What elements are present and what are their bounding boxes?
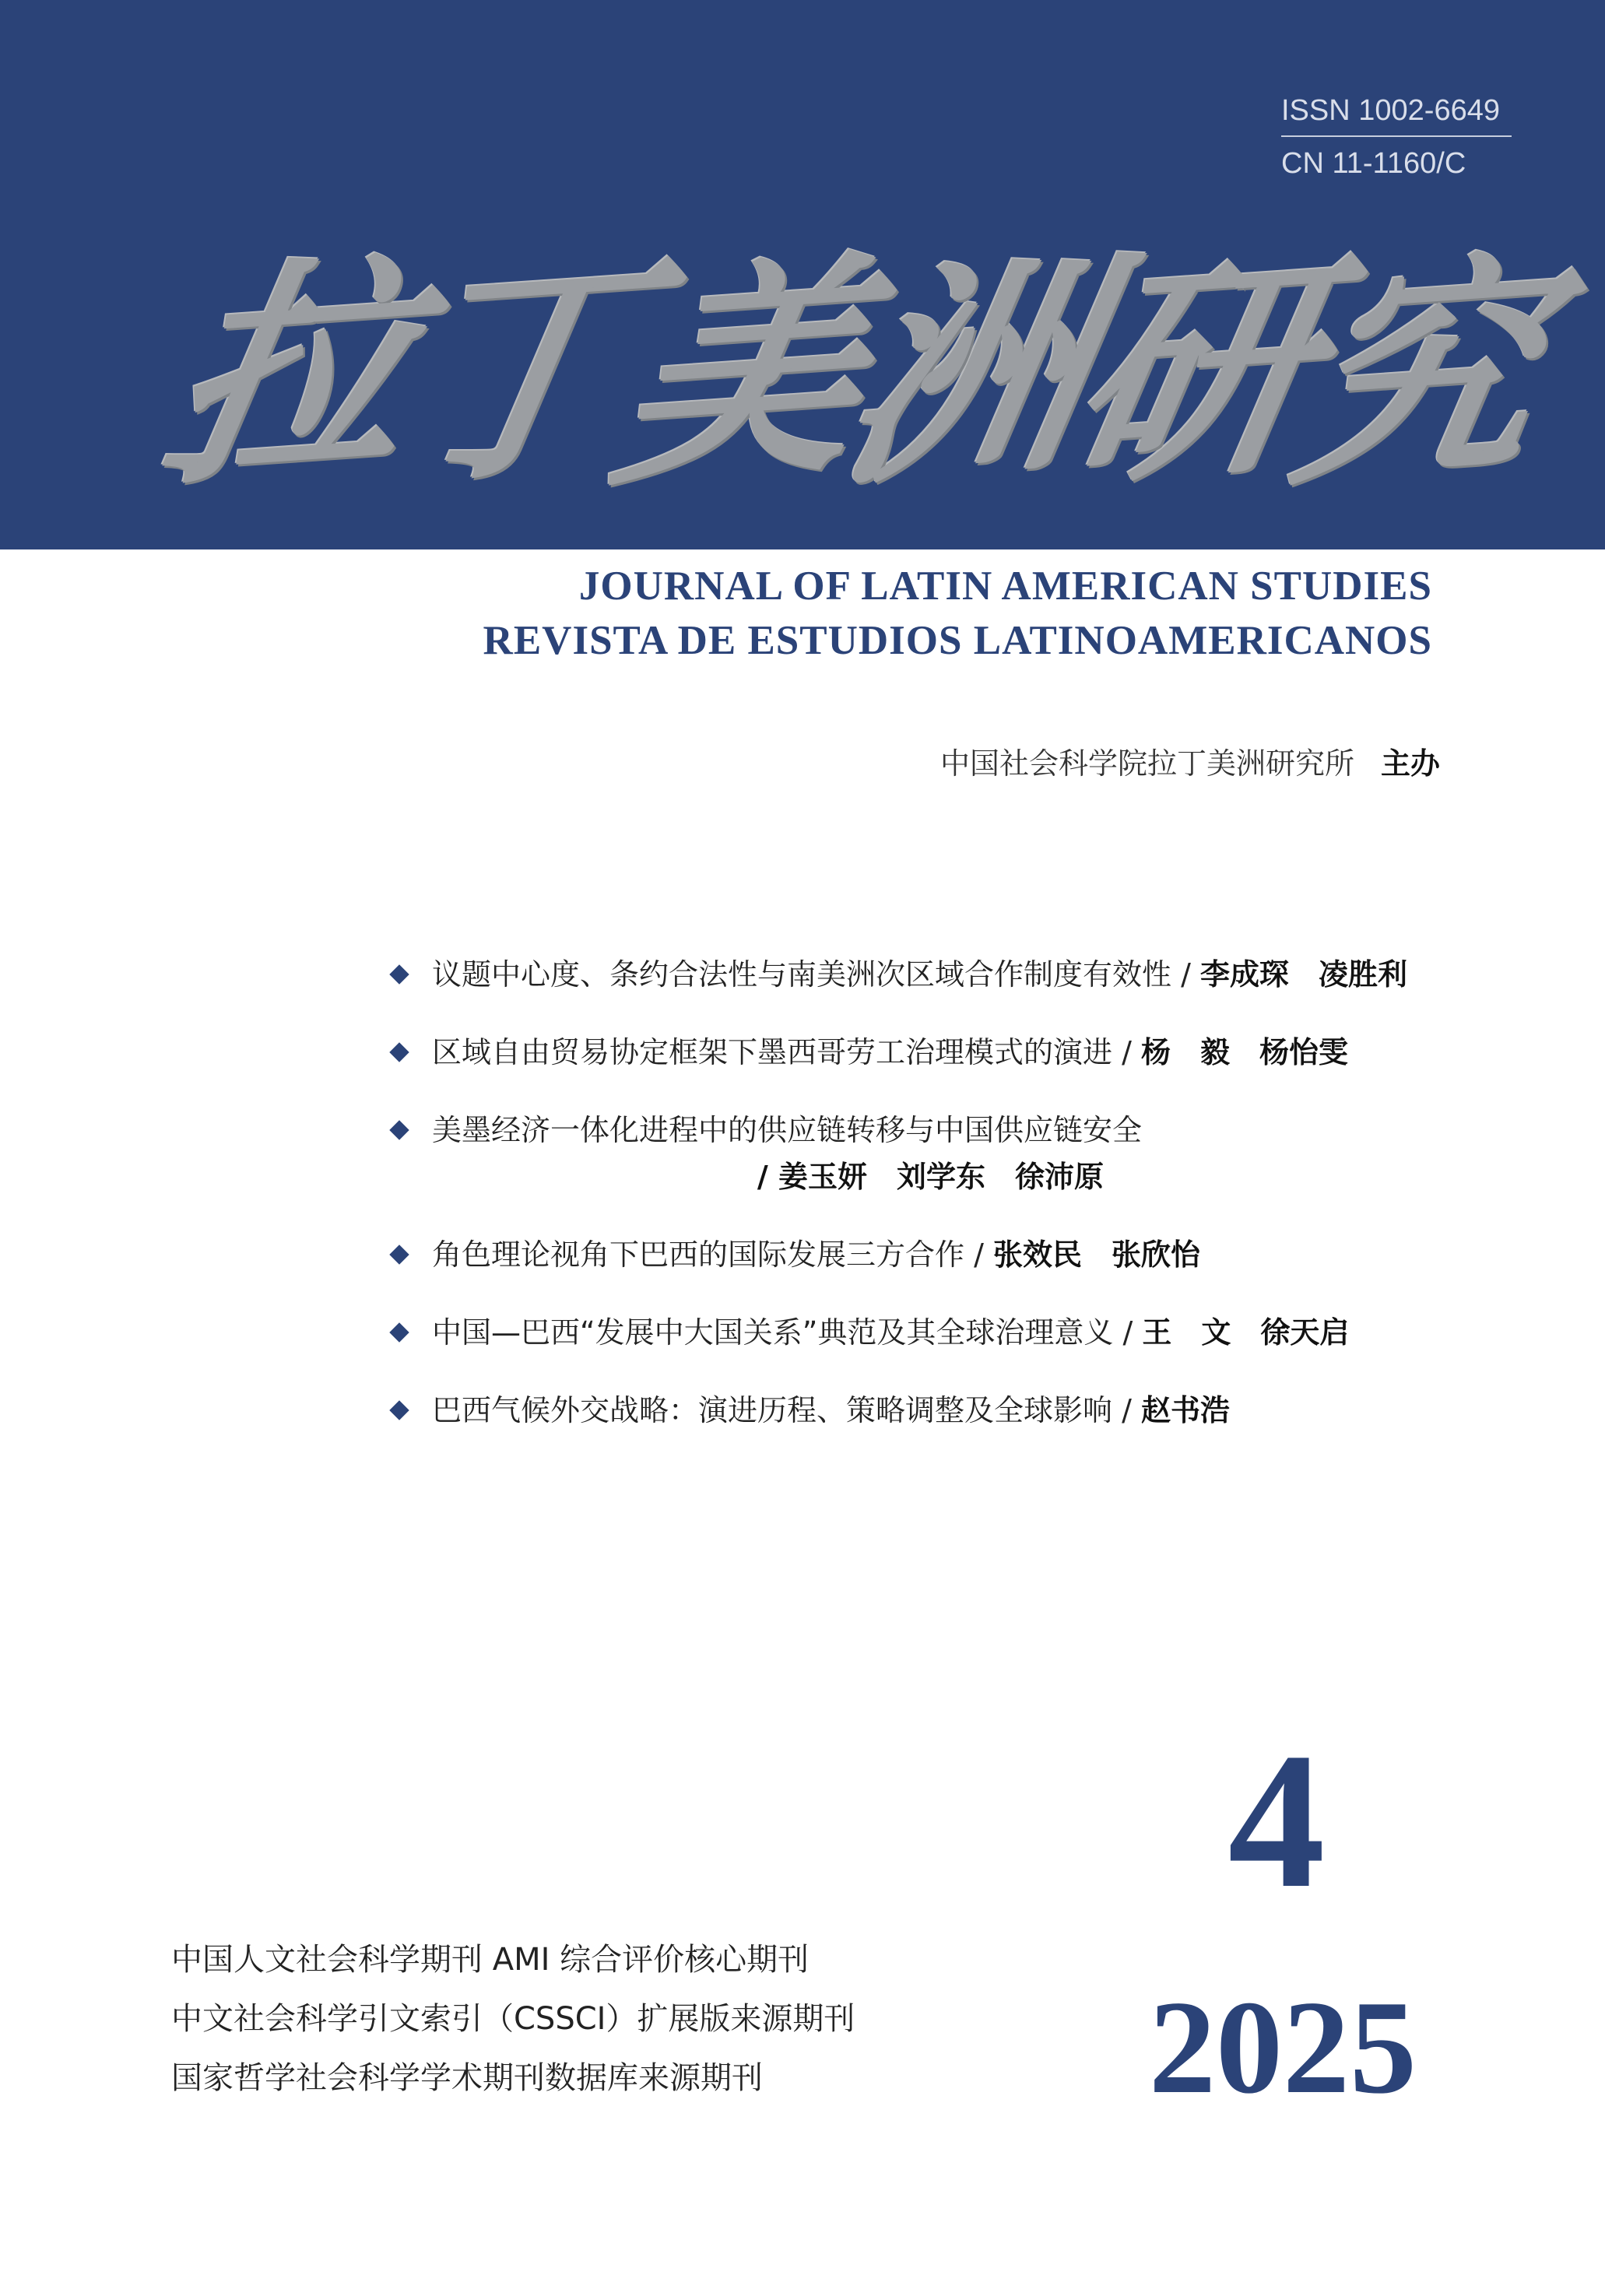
cn-number: CN 11-1160/C (1281, 147, 1466, 180)
toc-item (389, 1392, 1526, 1429)
issn-number: ISSN 1002-6649 (1281, 92, 1512, 137)
article-authors: / 姜玉妍 刘学东 徐沛原 (757, 1159, 1104, 1194)
article-title: 角色理论视角下巴西的国际发展三方合作 / (432, 1238, 993, 1272)
article-title: 巴西气候外交战略：演进历程、策略调整及全球影响 / (432, 1393, 1141, 1427)
title-char: 美 (600, 228, 879, 518)
title-char: 研 (1052, 228, 1330, 518)
title-char: 拉 (149, 228, 427, 518)
english-title (483, 559, 1432, 668)
toc-item (389, 1034, 1526, 1071)
publisher-name: 中国社会科学院拉丁美洲研究所 (939, 746, 1354, 781)
article-authors: 杨 毅 杨怡雯 (1140, 1034, 1348, 1069)
indexing-entry: 国家哲学社会科学学术期刊数据库来源期刊 (171, 2060, 763, 2096)
article-title: 议题中心度、条约合法性与南美洲次区域合作制度有效性 / (432, 957, 1200, 992)
toc-item (389, 1111, 1526, 1195)
toc-item (389, 956, 1526, 993)
publisher-role: 主办 (1380, 746, 1440, 781)
diamond-bullet-icon (389, 1042, 409, 1062)
table-of-contents (389, 956, 1526, 1469)
issue-year: 2025 (1149, 1974, 1417, 2122)
indexing-entry: 中文社会科学引文索引（CSSCI）扩展版来源期刊 (171, 2001, 855, 2037)
journal-title-calligraphy (149, 228, 1556, 518)
article-title: 中国—巴西“发展中大国关系”典范及其全球治理意义 / (432, 1315, 1143, 1350)
indexing-entry: 中国人文社会科学期刊 AMI 综合评价核心期刊 (171, 1942, 810, 1978)
issue-number: 4 (1227, 1713, 1326, 1929)
diamond-bullet-icon (389, 1400, 409, 1420)
toc-item (389, 1314, 1526, 1351)
article-authors: 赵书浩 (1140, 1392, 1230, 1427)
english-title-line: JOURNAL OF LATIN AMERICAN STUDIES (578, 563, 1432, 609)
article-title: 区域自由贸易协定框架下墨西哥劳工治理模式的演进 / (432, 1035, 1141, 1069)
identifier-block (1281, 92, 1512, 182)
spanish-title-line: REVISTA DE ESTUDIOS LATINOAMERICANOS (483, 618, 1432, 663)
toc-item (389, 1236, 1526, 1273)
article-authors: 李成琛 凌胜利 (1199, 957, 1407, 992)
title-char: 洲 (826, 228, 1105, 518)
article-authors: 王 文 徐天启 (1142, 1315, 1350, 1350)
article-authors: 张效民 张欣怡 (992, 1237, 1200, 1272)
diamond-bullet-icon (389, 1245, 409, 1265)
article-title: 美墨经济一体化进程中的供应链转移与中国供应链安全 (432, 1113, 1143, 1147)
publisher-line (940, 739, 1440, 782)
indexing-list (171, 1940, 855, 2118)
diamond-bullet-icon (389, 964, 409, 985)
diamond-bullet-icon (389, 1120, 409, 1140)
title-char: 丁 (374, 228, 653, 518)
title-char: 究 (1277, 228, 1556, 518)
diamond-bullet-icon (389, 1322, 409, 1343)
